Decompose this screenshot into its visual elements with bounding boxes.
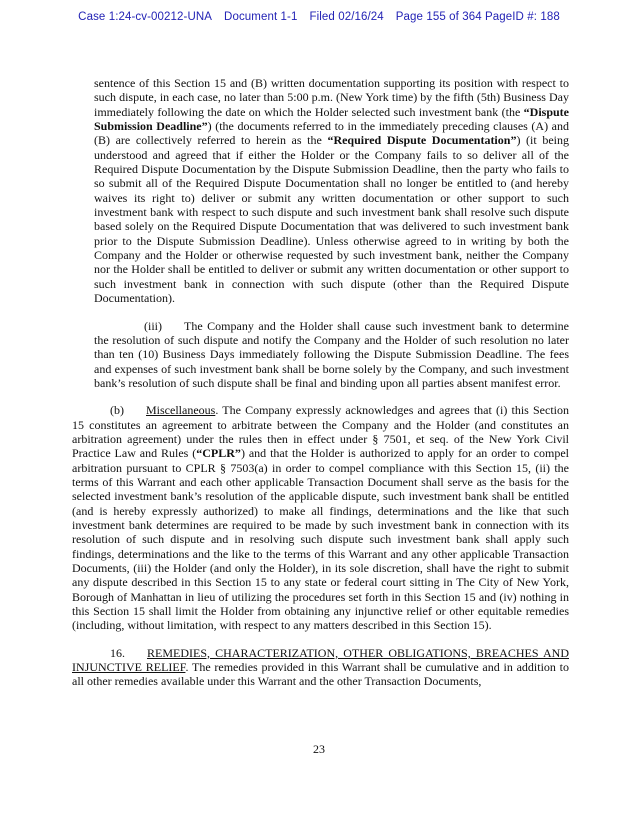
text-run: (b) bbox=[110, 403, 124, 418]
text-run: . The remedies provided in this Warrant shall be cumulative and in addition to all other remedies available under this Warrant and the other Transaction Documents, bbox=[72, 660, 569, 689]
document-number: Document 1-1 bbox=[224, 11, 298, 23]
text-run: sentence of this Section 15 and (B) written documentation supporting its position with respect to such dispute, in each case, no later than 5:00 p.m. (New York time) by the fifth (5th) Business Day immediately following the date on which the Holder selected such investment bank (the bbox=[94, 76, 569, 119]
text-run: ) and that the Holder is authorized to apply for an order to compel arbitration pursuant to CPLR § 7503(a) in order to compel compliance with this Section 15, (ii) the terms of this Warrant and each other applicable Transaction Document shall serve as the basis for the selected investment bank’s resolution of the applicable dispute, such investment bank shall be entitled (and is hereby expressly authorized) to make all findings, determinations and the like that such investment bank determines are required to be made by such investment bank in connection with its resolution of such dispute and in resolving such dispute such investment bank shall apply such findings, determinations and the like to the terms of this Warrant and any other applicable Transaction Documents, (iii) the Holder (and only the Holder), in its sole discretion, shall have the right to submit any dispute described in this Section 15 to any state or federal court sitting in The City of New York, Borough of Manhattan in lieu of utilizing the procedures set forth in this Section 15 and (iv) nothing in this Section 15 shall limit the Holder from obtaining any injunctive relief or other equitable remedies (including, without limitation, with respect to any matters described in this Section 15). bbox=[72, 446, 569, 633]
case-number: Case 1:24-cv-00212-UNA bbox=[78, 11, 213, 23]
text-run: “CPLR” bbox=[196, 446, 241, 461]
paragraph-section-16 bbox=[72, 646, 569, 689]
text-run: The Company and the Holder shall cause such investment bank to determine the resolution of such dispute and notify the Company and the Holder of such resolution no later than ten (10) Business Days immediately following the Dispute Submission Deadline. The fees and expenses of such investment bank shall be borne solely by the Company, and such investment bank’s resolution of such dispute shall be final and binding upon all parties absent manifest error. bbox=[94, 318, 569, 390]
page-info: Page 155 of 364 PageID #: 188 bbox=[395, 11, 560, 23]
text-run: . The Company expressly acknowledges and agrees that (i) this Section 15 constitutes an agreement to arbitrate between the Company and the Holder (and constitutes an arbitration agreement) under the rules then in effect under § 7501, et seq. of the New York Civil Practice Law and Rules ( bbox=[72, 403, 569, 461]
paragraph-continuation bbox=[94, 76, 569, 306]
text-run: 16. bbox=[110, 645, 125, 660]
text-run: ) (it being understood and agreed that if either the Holder or the Company fails to so deliver all of the Required Dispute Documentation by the Dispute Submission Deadline, then the party who fails to so submit all of the Required Dispute Documentation shall no longer be entitled to (and hereby waives its right to) deliver or submit any written documentation or other support to such investment bank with respect to such dispute and such investment bank shall resolve such dispute based solely on the Required Dispute Documentation that was delivered to such investment bank prior to the Dispute Submission Deadline). Unless otherwise agreed to in writing by both the Company and the Holder or otherwise requested by such investment bank, neither the Company nor the Holder shall be entitled to deliver or submit any written documentation or other support to such investment bank in connection with such dispute (other than the Required Dispute Documentation). bbox=[94, 133, 569, 306]
text-run: Miscellaneous bbox=[146, 403, 216, 418]
page-number: 23 bbox=[313, 742, 325, 756]
text-run: (iii) bbox=[144, 318, 162, 333]
text-run: “Required Dispute Documentation” bbox=[327, 133, 517, 148]
text-run: REMEDIES, CHARACTERIZATION, OTHER OBLIGATIONS, BREACHES AND INJUNCTIVE RELIEF bbox=[72, 645, 569, 675]
document-body bbox=[72, 76, 569, 702]
case-header-stamp bbox=[0, 11, 638, 23]
paragraph-section-15b bbox=[72, 403, 569, 633]
text-run: ) (the documents referred to in the immediately preceding clauses (A) and (B) are collectively referred to herein as the bbox=[94, 119, 569, 148]
paragraph-clause-iii bbox=[94, 319, 569, 391]
text-run: “Dispute Submission Deadline” bbox=[94, 104, 569, 134]
filed-date: Filed 02/16/24 bbox=[309, 11, 384, 23]
